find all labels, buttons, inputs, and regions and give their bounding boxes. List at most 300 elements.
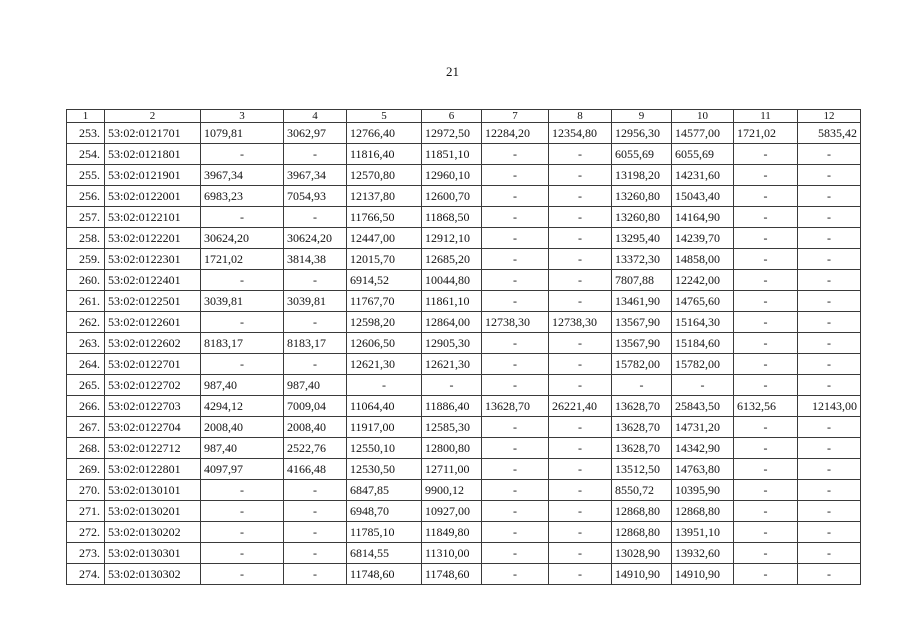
value-cell: 6814,55 [347,543,422,564]
value-cell: 12570,80 [347,165,422,186]
value-cell: 13260,80 [612,186,672,207]
value-cell: - [482,564,549,585]
table-row [67,522,861,543]
value-cell: - [549,354,612,375]
row-number-cell: 256. [67,186,105,207]
value-cell: 4294,12 [201,396,284,417]
value-cell: - [549,333,612,354]
row-number-cell: 267. [67,417,105,438]
table-row [67,249,861,270]
table-row [67,417,861,438]
value-cell: 11816,40 [347,144,422,165]
value-cell: 12905,30 [422,333,482,354]
value-cell: - [734,333,798,354]
table-row [67,186,861,207]
column-header: 7 [482,110,549,123]
row-number-cell: 255. [67,165,105,186]
value-cell: 14239,70 [672,228,734,249]
cadastral-number-cell: 53:02:0122101 [105,207,201,228]
cadastral-number-cell: 53:02:0130202 [105,522,201,543]
value-cell: - [549,501,612,522]
value-cell: - [549,144,612,165]
value-cell: 15043,40 [672,186,734,207]
value-cell: 8550,72 [612,480,672,501]
value-cell: - [612,375,672,396]
row-number-cell: 266. [67,396,105,417]
value-cell: - [672,375,734,396]
value-cell: 14731,20 [672,417,734,438]
table-row [67,564,861,585]
value-cell: - [798,375,861,396]
value-cell: 12606,50 [347,333,422,354]
value-cell: 12015,70 [347,249,422,270]
value-cell: - [734,207,798,228]
value-cell: - [284,270,347,291]
column-header: 8 [549,110,612,123]
column-header: 10 [672,110,734,123]
value-cell: 13512,50 [612,459,672,480]
value-cell: - [798,165,861,186]
value-cell: - [734,144,798,165]
value-cell: 11748,60 [422,564,482,585]
value-cell: - [284,501,347,522]
value-cell: 6055,69 [672,144,734,165]
cadastral-number-cell: 53:02:0122712 [105,438,201,459]
value-cell: 2008,40 [201,417,284,438]
value-cell: - [284,144,347,165]
value-cell: 6847,85 [347,480,422,501]
value-cell: - [284,207,347,228]
value-cell: - [798,501,861,522]
value-cell: - [201,207,284,228]
value-cell: - [201,522,284,543]
value-cell: - [482,354,549,375]
value-cell: 12600,70 [422,186,482,207]
value-cell: 13628,70 [482,396,549,417]
cadastral-number-cell: 53:02:0122201 [105,228,201,249]
value-cell: 12972,50 [422,123,482,144]
table-row [67,228,861,249]
value-cell: 9900,12 [422,480,482,501]
value-cell: - [284,564,347,585]
value-cell: - [201,543,284,564]
value-cell: 11886,40 [422,396,482,417]
value-cell: 6948,70 [347,501,422,522]
value-cell: 14342,90 [672,438,734,459]
value-cell: 5835,42 [798,123,861,144]
value-cell: 13461,90 [612,291,672,312]
value-cell: - [482,543,549,564]
value-cell: - [284,543,347,564]
value-cell: - [798,144,861,165]
value-cell: - [798,270,861,291]
table-row [67,480,861,501]
value-cell: 13628,70 [612,396,672,417]
value-cell: - [482,333,549,354]
value-cell: - [549,564,612,585]
value-cell: - [549,228,612,249]
column-header: 6 [422,110,482,123]
value-cell: 11748,60 [347,564,422,585]
row-number-cell: 264. [67,354,105,375]
row-number-cell: 263. [67,333,105,354]
value-cell: - [798,186,861,207]
value-cell: - [798,354,861,375]
table-row [67,123,861,144]
table-row [67,291,861,312]
value-cell: 14910,90 [672,564,734,585]
value-cell: 1721,02 [201,249,284,270]
value-cell: - [734,375,798,396]
row-number-cell: 269. [67,459,105,480]
value-cell: - [798,417,861,438]
value-cell: 3039,81 [201,291,284,312]
value-cell: 12960,10 [422,165,482,186]
value-cell: 14164,90 [672,207,734,228]
column-header: 9 [612,110,672,123]
value-cell: 12868,80 [612,522,672,543]
value-cell: - [734,564,798,585]
value-cell: - [734,543,798,564]
value-cell: 13951,10 [672,522,734,543]
value-cell: 13932,60 [672,543,734,564]
table-row [67,459,861,480]
cadastral-number-cell: 53:02:0122702 [105,375,201,396]
value-cell: - [734,438,798,459]
value-cell: - [798,291,861,312]
value-cell: 13028,90 [612,543,672,564]
value-cell: - [201,312,284,333]
cadastral-number-cell: 53:02:0121701 [105,123,201,144]
value-cell: 12738,30 [482,312,549,333]
value-cell: - [549,459,612,480]
value-cell: 6983,23 [201,186,284,207]
value-cell: 12585,30 [422,417,482,438]
value-cell: 11917,00 [347,417,422,438]
value-cell: 13295,40 [612,228,672,249]
value-cell: - [798,480,861,501]
value-cell: 8183,17 [284,333,347,354]
value-cell: 11766,50 [347,207,422,228]
value-cell: - [798,312,861,333]
cadastral-number-cell: 53:02:0122601 [105,312,201,333]
value-cell: - [549,186,612,207]
value-cell: 13628,70 [612,417,672,438]
row-number-cell: 259. [67,249,105,270]
value-cell: - [798,522,861,543]
table-row [67,543,861,564]
row-number-cell: 258. [67,228,105,249]
cadastral-number-cell: 53:02:0122703 [105,396,201,417]
value-cell: 11767,70 [347,291,422,312]
value-cell: 1721,02 [734,123,798,144]
table-row [67,501,861,522]
value-cell: 11849,80 [422,522,482,543]
value-cell: - [798,249,861,270]
value-cell: - [734,480,798,501]
value-cell: - [201,354,284,375]
value-cell: 12530,50 [347,459,422,480]
row-number-cell: 265. [67,375,105,396]
value-cell: - [482,459,549,480]
value-cell: 8183,17 [201,333,284,354]
cadastral-number-cell: 53:02:0130301 [105,543,201,564]
table-row [67,207,861,228]
value-cell: 11064,40 [347,396,422,417]
value-cell: - [734,459,798,480]
value-cell: - [201,480,284,501]
value-cell: 12685,20 [422,249,482,270]
cadastral-number-cell: 53:02:0122801 [105,459,201,480]
value-cell: - [482,165,549,186]
cadastral-number-cell: 53:02:0130302 [105,564,201,585]
value-cell: - [734,291,798,312]
table-row [67,396,861,417]
value-cell: 3967,34 [284,165,347,186]
table-row [67,165,861,186]
value-cell: - [549,165,612,186]
value-cell: 6055,69 [612,144,672,165]
value-cell: - [482,291,549,312]
column-header: 11 [734,110,798,123]
value-cell: 15164,30 [672,312,734,333]
value-cell: - [734,354,798,375]
value-cell: 12912,10 [422,228,482,249]
row-number-cell: 260. [67,270,105,291]
value-cell: 12621,30 [347,354,422,375]
value-cell: 15184,60 [672,333,734,354]
value-cell: - [549,249,612,270]
value-cell: - [798,207,861,228]
value-cell: - [482,522,549,543]
value-cell: 7054,93 [284,186,347,207]
value-cell: 13260,80 [612,207,672,228]
value-cell: - [549,270,612,291]
value-cell: - [482,207,549,228]
value-cell: - [482,228,549,249]
value-cell: 13567,90 [612,312,672,333]
value-cell: 25843,50 [672,396,734,417]
value-cell: 10044,80 [422,270,482,291]
value-cell: 987,40 [201,375,284,396]
value-cell: - [549,207,612,228]
value-cell: 13567,90 [612,333,672,354]
cadastral-number-cell: 53:02:0122704 [105,417,201,438]
cadastral-number-cell: 53:02:0122001 [105,186,201,207]
value-cell: 14858,00 [672,249,734,270]
value-cell: - [284,354,347,375]
cadastral-number-cell: 53:02:0122401 [105,270,201,291]
value-cell: 3814,38 [284,249,347,270]
value-cell: 1079,81 [201,123,284,144]
value-cell: - [482,249,549,270]
value-cell: - [482,501,549,522]
value-cell: 4097,97 [201,459,284,480]
table-row [67,438,861,459]
value-cell: 987,40 [284,375,347,396]
value-cell: 12447,00 [347,228,422,249]
value-cell: 7807,88 [612,270,672,291]
header-row [67,110,861,123]
value-cell: - [482,144,549,165]
table-row [67,144,861,165]
value-cell: - [347,375,422,396]
row-number-cell: 270. [67,480,105,501]
value-cell: 12738,30 [549,312,612,333]
value-cell: 4166,48 [284,459,347,480]
value-cell: - [201,501,284,522]
row-number-cell: 273. [67,543,105,564]
page-number: 21 [446,64,459,79]
value-cell: 30624,20 [201,228,284,249]
value-cell: - [201,270,284,291]
column-header: 3 [201,110,284,123]
value-cell: - [482,417,549,438]
value-cell: 12766,40 [347,123,422,144]
row-number-cell: 262. [67,312,105,333]
value-cell: 13198,20 [612,165,672,186]
table-row [67,312,861,333]
value-cell: 3062,97 [284,123,347,144]
cadastral-number-cell: 53:02:0122602 [105,333,201,354]
value-cell: - [201,144,284,165]
row-number-cell: 253. [67,123,105,144]
row-number-cell: 261. [67,291,105,312]
value-cell: - [549,480,612,501]
value-cell: - [549,543,612,564]
cadastral-number-cell: 53:02:0130101 [105,480,201,501]
column-header: 5 [347,110,422,123]
value-cell: - [798,228,861,249]
value-cell: 11861,10 [422,291,482,312]
value-cell: - [798,543,861,564]
column-header: 1 [67,110,105,123]
column-header: 12 [798,110,861,123]
value-cell: 12354,80 [549,123,612,144]
value-cell: 12242,00 [672,270,734,291]
value-cell: - [734,165,798,186]
value-cell: 14765,60 [672,291,734,312]
value-cell: - [482,270,549,291]
row-number-cell: 274. [67,564,105,585]
value-cell: 12800,80 [422,438,482,459]
value-cell: - [734,270,798,291]
value-cell: - [284,312,347,333]
value-cell: - [734,417,798,438]
value-cell: 12868,80 [612,501,672,522]
value-cell: 12868,80 [672,501,734,522]
cadastral-number-cell: 53:02:0122501 [105,291,201,312]
value-cell: - [482,375,549,396]
value-cell: - [798,333,861,354]
value-cell: 3039,81 [284,291,347,312]
value-cell: - [284,480,347,501]
row-number-cell: 257. [67,207,105,228]
value-cell: - [798,459,861,480]
value-cell: - [549,375,612,396]
column-header: 4 [284,110,347,123]
value-cell: - [482,438,549,459]
value-cell: 12711,00 [422,459,482,480]
value-cell: - [734,228,798,249]
value-cell: - [734,249,798,270]
table-row [67,270,861,291]
value-cell: - [734,312,798,333]
value-cell: - [549,522,612,543]
value-cell: - [549,417,612,438]
value-cell: 11785,10 [347,522,422,543]
value-cell: - [201,564,284,585]
value-cell: 26221,40 [549,396,612,417]
value-cell: 12864,00 [422,312,482,333]
value-cell: 14577,00 [672,123,734,144]
cadastral-number-cell: 53:02:0122301 [105,249,201,270]
value-cell: 12956,30 [612,123,672,144]
value-cell: 3967,34 [201,165,284,186]
value-cell: 12621,30 [422,354,482,375]
value-cell: 6914,52 [347,270,422,291]
value-cell: 987,40 [201,438,284,459]
value-cell: 30624,20 [284,228,347,249]
table-row [67,375,861,396]
value-cell: 15782,00 [612,354,672,375]
value-cell: 11868,50 [422,207,482,228]
value-cell: 10927,00 [422,501,482,522]
value-cell: 14231,60 [672,165,734,186]
value-cell: 12550,10 [347,438,422,459]
table-row [67,333,861,354]
cadastral-number-cell: 53:02:0130201 [105,501,201,522]
value-cell: - [284,522,347,543]
value-cell: 13372,30 [612,249,672,270]
row-number-cell: 254. [67,144,105,165]
value-cell: 14763,80 [672,459,734,480]
value-cell: - [734,501,798,522]
value-cell: 11310,00 [422,543,482,564]
value-cell: 12137,80 [347,186,422,207]
data-table [66,109,861,585]
value-cell: 6132,56 [734,396,798,417]
cadastral-number-cell: 53:02:0121901 [105,165,201,186]
value-cell: 14910,90 [612,564,672,585]
row-number-cell: 271. [67,501,105,522]
value-cell: 2008,40 [284,417,347,438]
value-cell: 12143,00 [798,396,861,417]
row-number-cell: 272. [67,522,105,543]
value-cell: 11851,10 [422,144,482,165]
value-cell: 10395,90 [672,480,734,501]
value-cell: - [734,186,798,207]
cadastral-number-cell: 53:02:0122701 [105,354,201,375]
value-cell: - [422,375,482,396]
value-cell: - [798,438,861,459]
value-cell: 12598,20 [347,312,422,333]
table-row [67,354,861,375]
row-number-cell: 268. [67,438,105,459]
table-body [67,123,861,585]
value-cell: 13628,70 [612,438,672,459]
value-cell: - [549,291,612,312]
value-cell: 2522,76 [284,438,347,459]
value-cell: 15782,00 [672,354,734,375]
value-cell: - [798,564,861,585]
value-cell: - [482,480,549,501]
cadastral-number-cell: 53:02:0121801 [105,144,201,165]
value-cell: - [482,186,549,207]
value-cell: 12284,20 [482,123,549,144]
value-cell: 7009,04 [284,396,347,417]
column-header: 2 [105,110,201,123]
